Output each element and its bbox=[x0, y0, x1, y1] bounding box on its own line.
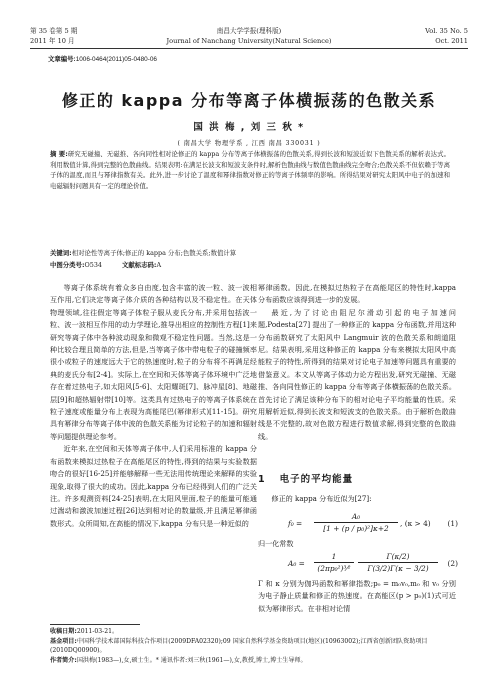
footnote-author-bio: 作者简介:国洪梅(1983—),女,硕士生。* 通讯作者:刘三秋(1961—),女,教授,博士,博士生导师。 bbox=[50, 657, 307, 664]
eq2-lhs: A₀ = bbox=[288, 559, 305, 568]
clc-label: 中图分类号: bbox=[50, 261, 85, 269]
footnote-funding: 基金项目:中国科学技术部国际科技合作项目(2009DFA02320);09 国家自然科学基金资助项目(地区)(10963002);江西省创新团队资助项目(2010DQ00900)。 bbox=[50, 638, 428, 655]
header-rule bbox=[30, 48, 468, 49]
abstract-label: 摘 要: bbox=[50, 150, 68, 158]
section-number: 1 bbox=[258, 474, 266, 485]
eq2-denominator-b: Γ(3/2)Γ(κ − 3/2) bbox=[367, 564, 429, 573]
eq1-numerator: A₀ bbox=[314, 512, 398, 523]
equation-2 bbox=[258, 552, 462, 576]
body-paragraph-after-equations: Γ 和 κ 分别为伽玛函数和幂律指数;p₀ = m₀v₀,m₀ 和 v₀ 分别为电子静止质量和修正的热速度。在高能区(p > p₀)(1)式可近似为幂律形式。在非相对论情 bbox=[258, 579, 456, 613]
eq1-lhs: f₀ = bbox=[288, 519, 303, 528]
publication-date-en: Oct. 2011 bbox=[435, 37, 468, 45]
author-list: 国 洪 梅 , 刘 三 秋 * bbox=[193, 122, 305, 133]
keywords-text: 相对论性等离子体;修正的 kappa 分布;色散关系;数值计算 bbox=[71, 249, 237, 257]
eq1-number: (1) bbox=[447, 519, 458, 528]
footnote-rule bbox=[50, 624, 140, 625]
eq1-condition: , (κ > 4) bbox=[400, 519, 431, 528]
eq2-fraction-b bbox=[358, 552, 438, 573]
journal-name-en: Journal of Nanchang University(Natural Science) bbox=[166, 37, 332, 45]
equation-intro: 修正的 kappa 分布近似为[27]: bbox=[271, 494, 372, 503]
body-paragraph: 幂律函数。因此,在模拟过热粒子在高能尾区的特性时,kappa 分布函数应该得到进一步的发展。 bbox=[258, 283, 456, 305]
eq1-fraction bbox=[314, 512, 398, 533]
eq2-number: (2) bbox=[447, 559, 458, 568]
body-column-left bbox=[50, 282, 257, 530]
body-paragraph: 等离子体系统有着众多自由度,包含丰富的波一粒、波一波相互作用,它们决定等离子体介质的各种结构以及不稳定性。在天体物理领域,往往假定等离子体粒子服从麦氏分布,并采用包括波一粒、波一波相互作用的动力学理论,推导出相应的控制性方程[1]来研究等离子体中各种波动现象和微观不稳定性问题。当然,这是一种比较合理且简单的方法,但是,当等离子体中带电粒子的碰撞频率很小或粒子的速度远大于它的热速度时,粒子的分布将不再满足经典的麦氏分布[2-4]。实际上,在空间和天体等离子体环境中广泛地存在着过热电子,如太阳风[5-6]、太阳耀斑[7]、脉冲星[8]、地磁层[9]和超热辐射带[10]等。这类具有过热电子的等离子体系统在粒子速度或能量分布上表现为高能尾巴(幂律形式)[11-15]。研究具有幂律分布等离子体中波的色散关系能为讨论粒子的加速和辐射等问题提供理论参考。 bbox=[50, 283, 257, 441]
volume-issue-en: Vol. 35 No. 5 bbox=[425, 27, 468, 35]
body-paragraph: 最近,为了讨论由阻尼尔滑动引起的电子加速问题,Podesta[27] 提出了一种修正的 kappa 分布函数,并用这种分布函数研究了太阳风中 Langmuir 波的色散关系和朗道阻尼。结果表明,采用这种修正的 kappa 分布来模拟太阳风中高能粒子的特性,所得到的结果对讨论电子加速等问题具有重要的借鉴意义。本文从等离子体动力论方程出发,研究无碰撞、无磁推、各向同性修正的 kappa 分布等离子体横振荡的色散关系。首先讨论了满足该种分布下的相对论电子平均能量的性质。采用解析近似,得到长波支和短波支的色散关系。由于解析色散曲线是不完整的,故对色散方程进行数值求解,得到完整的色散曲线。 bbox=[258, 307, 456, 441]
body-paragraph: 近年来,在空间和天体等离子体中,人们采用标准的 kappa 分布函数来模拟过热粒子在高能尾区的特性,得到的结果与实验数据吻合的很好[16-25]并能够解释一些无法用传统理论来解释的实验现象,取得了很大的成功。因此,kappa 分布已经得到人们的广泛关注。许多观测资料[24-25]表明,在太阳风里面,粒子的能量可能通过湍动和激波加速过程[26]达到相对论的数量级,并且满足幂律函数形式。众所周知,在高能的情况下,kappa 分布只是一种近似的 bbox=[50, 444, 257, 528]
publication-date-cn: 2011 年 10 月 bbox=[30, 37, 75, 45]
journal-name-cn: 南昌大学学报(理科版) bbox=[216, 27, 282, 35]
clc-value: O534 bbox=[84, 261, 102, 269]
eq2-denominator-a: (2πp₀²)³⁄² bbox=[317, 564, 351, 573]
keywords bbox=[50, 248, 450, 259]
abstract-text: 研究无碰撞、无磁推、各向同性相对论修正的 kappa 分布等离子体横振荡的色散关系,得到长波和短波近似下色散关系的解析表达式。利用数值计算,得到完整的色散曲线。结果表明:在满足长波支和短波支条件时,解析色散曲线与数值色散曲线完全吻合;色散关系不但依赖于等离子体的温度,而且与幂律指数有关。此外,进一步讨论了温度和幂律指数对修正的等离子体频率的影响。所得结果对研究太阳风中电子的加速和电磁辐射问题具有一定的理论价值。 bbox=[50, 150, 450, 190]
doc-code-value: A bbox=[156, 261, 162, 269]
normalization-label: 归一化常数 bbox=[258, 539, 294, 548]
keywords-label: 关键词: bbox=[50, 249, 72, 257]
article-number: 文章编号:1006-0464(2011)05-0480-06 bbox=[48, 56, 157, 63]
eq1-denominator: [1 + (p / p₀)²]κ+2 bbox=[323, 524, 389, 533]
author-affiliation: ( 南昌大学 物理学系 , 江西 南昌 330031 ) bbox=[177, 140, 321, 147]
doc-code-label: 文献标志码: bbox=[121, 261, 157, 269]
body-column-right bbox=[258, 282, 456, 443]
equation-1 bbox=[258, 512, 462, 536]
eq2-fraction-a bbox=[314, 552, 354, 573]
eq2-numerator-a: 1 bbox=[314, 552, 354, 563]
classification bbox=[50, 260, 450, 271]
paper-title: 修正的 kappa 分布等离子体横振荡的色散关系 bbox=[61, 91, 437, 110]
eq2-numerator-b: Γ(κ/2) bbox=[358, 552, 438, 563]
footnote-received: 收稿日期:2011-03-21。 bbox=[50, 628, 119, 635]
abstract bbox=[50, 149, 450, 191]
volume-issue-cn: 第 35 卷第 5 期 bbox=[30, 27, 78, 35]
section-heading bbox=[258, 471, 367, 485]
section-title: 电子的平均能量 bbox=[279, 474, 354, 485]
